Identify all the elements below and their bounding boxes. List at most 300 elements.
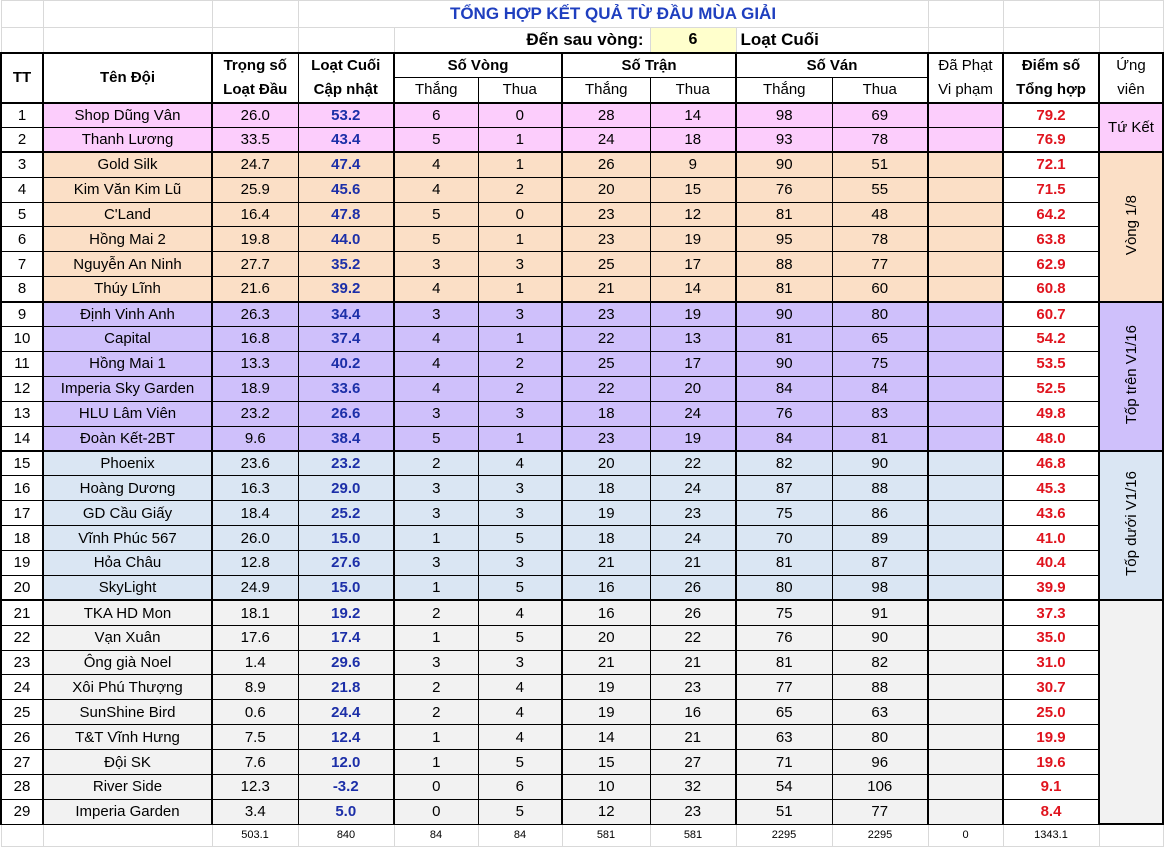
- cell-w1: 13.3: [212, 351, 298, 376]
- cell-w2: 12.4: [298, 725, 394, 750]
- round-label: Đến sau vòng:: [394, 28, 650, 53]
- cell-score: 39.9: [1003, 575, 1099, 600]
- cell-rw: 2: [394, 451, 478, 476]
- cell-rl: 2: [478, 177, 562, 202]
- total-empty: [1099, 824, 1163, 846]
- cell-pen: [928, 650, 1003, 675]
- cell-team: River Side: [43, 775, 212, 800]
- cell-tt: 9: [1, 302, 43, 327]
- cell-w1: 24.9: [212, 575, 298, 600]
- cell-tt: 21: [1, 600, 43, 625]
- cell-rw: 0: [394, 799, 478, 824]
- cell-gw: 84: [736, 376, 832, 401]
- cell-team: HLU Lâm Viên: [43, 401, 212, 426]
- cell-tt: 19: [1, 551, 43, 576]
- cell-mw: 21: [562, 277, 650, 302]
- cell-w1: 26.0: [212, 526, 298, 551]
- candidate-group-label: Vòng 1/8: [1122, 194, 1140, 255]
- cell-gw: 84: [736, 426, 832, 451]
- cell-pen: [928, 202, 1003, 227]
- cell-mw: 20: [562, 451, 650, 476]
- cell-w2: 34.4: [298, 302, 394, 327]
- cell-w1: 0.6: [212, 700, 298, 725]
- cell-ml: 24: [650, 526, 736, 551]
- cell-gl: 88: [832, 675, 928, 700]
- cell-score: 60.8: [1003, 277, 1099, 302]
- cell-mw: 20: [562, 177, 650, 202]
- cell-score: 52.5: [1003, 376, 1099, 401]
- cell-ml: 24: [650, 401, 736, 426]
- cell-w1: 24.7: [212, 152, 298, 177]
- cell-mw: 15: [562, 750, 650, 775]
- cell-score: 41.0: [1003, 526, 1099, 551]
- col-rounds-win: Thắng: [394, 78, 478, 103]
- cell-score: 31.0: [1003, 650, 1099, 675]
- cell-gl: 77: [832, 252, 928, 277]
- col-matches: Số Trận: [562, 53, 736, 78]
- cell-gw: 81: [736, 327, 832, 352]
- cell-ml: 13: [650, 327, 736, 352]
- cell-score: 62.9: [1003, 252, 1099, 277]
- cell-rw: 4: [394, 177, 478, 202]
- cell-rw: 3: [394, 476, 478, 501]
- cell-gl: 51: [832, 152, 928, 177]
- table-row: [1, 799, 1163, 824]
- cell-team: C'Land: [43, 202, 212, 227]
- cell-score: 35.0: [1003, 625, 1099, 650]
- cell-w2: 19.2: [298, 600, 394, 625]
- table-row: [1, 451, 1163, 476]
- cell-w1: 26.3: [212, 302, 298, 327]
- cell-mw: 18: [562, 401, 650, 426]
- table-row: [1, 376, 1163, 401]
- cell-score: 64.2: [1003, 202, 1099, 227]
- cell-w1: 18.9: [212, 376, 298, 401]
- cell-rl: 0: [478, 202, 562, 227]
- cell-gl: 84: [832, 376, 928, 401]
- cell-rw: 6: [394, 103, 478, 128]
- cell-ml: 21: [650, 650, 736, 675]
- cell-gw: 70: [736, 526, 832, 551]
- cell-score: 48.0: [1003, 426, 1099, 451]
- cell-rl: 2: [478, 376, 562, 401]
- cell-gw: 90: [736, 302, 832, 327]
- cell-w2: 35.2: [298, 252, 394, 277]
- cell-team: Hồng Mai 1: [43, 351, 212, 376]
- cell-tt: 6: [1, 227, 43, 252]
- cell-ml: 19: [650, 426, 736, 451]
- cell-gw: 81: [736, 277, 832, 302]
- cell-rw: 2: [394, 700, 478, 725]
- col-w1-bottom: Loạt Đầu: [212, 78, 298, 103]
- cell-gl: 98: [832, 575, 928, 600]
- cell-gl: 90: [832, 625, 928, 650]
- cell-pen: [928, 451, 1003, 476]
- cell-rl: 1: [478, 227, 562, 252]
- cell-team: Shop Dũng Vân: [43, 103, 212, 128]
- cell-tt: 2: [1, 127, 43, 152]
- cell-tt: 13: [1, 401, 43, 426]
- cell-w2: 33.6: [298, 376, 394, 401]
- cell-w2: 44.0: [298, 227, 394, 252]
- cell-gw: 90: [736, 152, 832, 177]
- cell-w2: 40.2: [298, 351, 394, 376]
- cell-w1: 23.2: [212, 401, 298, 426]
- cell-mw: 21: [562, 551, 650, 576]
- cell-gl: 63: [832, 700, 928, 725]
- candidate-group-label: Tứ Kết: [1108, 118, 1154, 136]
- cell-score: 71.5: [1003, 177, 1099, 202]
- totals-row: [1, 824, 1163, 846]
- cell-rw: 1: [394, 725, 478, 750]
- cell-score: 9.1: [1003, 775, 1099, 800]
- total-rw: 84: [394, 824, 478, 846]
- col-w2-top: Loạt Cuối: [298, 53, 394, 78]
- cell-rw: 5: [394, 426, 478, 451]
- table-row: [1, 351, 1163, 376]
- col-score-top: Điểm số: [1003, 53, 1099, 78]
- cell-ml: 14: [650, 103, 736, 128]
- cell-pen: [928, 476, 1003, 501]
- cell-w2: 29.0: [298, 476, 394, 501]
- cell-mw: 22: [562, 376, 650, 401]
- cell-team: Thanh Lương: [43, 127, 212, 152]
- cell-score: 25.0: [1003, 700, 1099, 725]
- cell-pen: [928, 625, 1003, 650]
- cell-rw: 3: [394, 302, 478, 327]
- cell-team: Thúy Lĩnh: [43, 277, 212, 302]
- cell-ml: 19: [650, 302, 736, 327]
- cell-w2: 12.0: [298, 750, 394, 775]
- col-matches-win: Thắng: [562, 78, 650, 103]
- cell-rw: 4: [394, 376, 478, 401]
- cell-tt: 24: [1, 675, 43, 700]
- col-games: Số Ván: [736, 53, 928, 78]
- cell-gl: 83: [832, 401, 928, 426]
- cell-gl: 106: [832, 775, 928, 800]
- table-row: [1, 426, 1163, 451]
- cell-w2: 43.4: [298, 127, 394, 152]
- table-row: [1, 600, 1163, 625]
- cell-gw: 65: [736, 700, 832, 725]
- cell-mw: 18: [562, 476, 650, 501]
- cell-w1: 16.3: [212, 476, 298, 501]
- cell-pen: [928, 227, 1003, 252]
- cell-score: 46.8: [1003, 451, 1099, 476]
- col-score-bottom: Tổng hợp: [1003, 78, 1099, 103]
- cell-team: SunShine Bird: [43, 700, 212, 725]
- cell-gw: 75: [736, 501, 832, 526]
- cell-pen: [928, 127, 1003, 152]
- round-input[interactable]: 6: [650, 28, 736, 53]
- cell-rw: 4: [394, 277, 478, 302]
- cell-gw: 81: [736, 551, 832, 576]
- cell-score: 19.6: [1003, 750, 1099, 775]
- cell-w2: 53.2: [298, 103, 394, 128]
- cell-rl: 4: [478, 725, 562, 750]
- cell-pen: [928, 600, 1003, 625]
- table-row: [1, 476, 1163, 501]
- cell-rw: 5: [394, 227, 478, 252]
- cell-pen: [928, 526, 1003, 551]
- cell-rw: 0: [394, 775, 478, 800]
- cell-tt: 3: [1, 152, 43, 177]
- cell-rw: 1: [394, 526, 478, 551]
- total-empty: [43, 824, 212, 846]
- table-row: [1, 302, 1163, 327]
- cell-gw: 71: [736, 750, 832, 775]
- cell-ml: 15: [650, 177, 736, 202]
- cell-rw: 5: [394, 202, 478, 227]
- table-row: [1, 725, 1163, 750]
- cell-tt: 22: [1, 625, 43, 650]
- cell-score: 53.5: [1003, 351, 1099, 376]
- table-row: [1, 675, 1163, 700]
- cell-rw: 3: [394, 650, 478, 675]
- cell-score: 37.3: [1003, 600, 1099, 625]
- total-ml: 581: [650, 824, 736, 846]
- cell-ml: 19: [650, 227, 736, 252]
- cell-score: 72.1: [1003, 152, 1099, 177]
- cell-ml: 21: [650, 551, 736, 576]
- cell-ml: 24: [650, 476, 736, 501]
- cell-score: 63.8: [1003, 227, 1099, 252]
- round-row: [1, 28, 1163, 53]
- cell-ml: 22: [650, 625, 736, 650]
- col-w2-bottom: Cập nhật: [298, 78, 394, 103]
- cell-mw: 24: [562, 127, 650, 152]
- cell-mw: 25: [562, 351, 650, 376]
- cell-tt: 4: [1, 177, 43, 202]
- candidate-group: [1099, 600, 1163, 824]
- cell-gl: 81: [832, 426, 928, 451]
- cell-pen: [928, 277, 1003, 302]
- cell-w1: 12.8: [212, 551, 298, 576]
- cell-score: 43.6: [1003, 501, 1099, 526]
- cell-team: Đoàn Kết-2BT: [43, 426, 212, 451]
- cell-score: 76.9: [1003, 127, 1099, 152]
- cell-team: Nguyễn An Ninh: [43, 252, 212, 277]
- cell-tt: 7: [1, 252, 43, 277]
- cell-w1: 26.0: [212, 103, 298, 128]
- col-team: Tên Đội: [43, 53, 212, 103]
- col-cand-top: Ứng: [1099, 53, 1163, 78]
- cell-team: T&T Vĩnh Hưng: [43, 725, 212, 750]
- cell-rl: 3: [478, 551, 562, 576]
- cell-tt: 11: [1, 351, 43, 376]
- cell-rl: 1: [478, 426, 562, 451]
- cell-w1: 7.6: [212, 750, 298, 775]
- cell-gw: 90: [736, 351, 832, 376]
- col-rounds: Số Vòng: [394, 53, 562, 78]
- cell-gw: 76: [736, 177, 832, 202]
- cell-w1: 23.6: [212, 451, 298, 476]
- cell-gl: 88: [832, 476, 928, 501]
- cell-rl: 5: [478, 575, 562, 600]
- cell-gl: 89: [832, 526, 928, 551]
- cell-rl: 3: [478, 252, 562, 277]
- cell-ml: 32: [650, 775, 736, 800]
- cell-pen: [928, 700, 1003, 725]
- cell-rw: 1: [394, 750, 478, 775]
- cell-gw: 54: [736, 775, 832, 800]
- cell-rl: 0: [478, 103, 562, 128]
- total-w2: 840: [298, 824, 394, 846]
- cell-ml: 26: [650, 600, 736, 625]
- cell-w2: 15.0: [298, 526, 394, 551]
- cell-rl: 3: [478, 650, 562, 675]
- cell-team: Ông già Noel: [43, 650, 212, 675]
- cell-w2: 29.6: [298, 650, 394, 675]
- cell-gw: 82: [736, 451, 832, 476]
- cell-gl: 48: [832, 202, 928, 227]
- cell-rl: 2: [478, 351, 562, 376]
- cell-w1: 33.5: [212, 127, 298, 152]
- cell-mw: 16: [562, 600, 650, 625]
- cell-team: Hồng Mai 2: [43, 227, 212, 252]
- cell-team: Hỏa Châu: [43, 551, 212, 576]
- cell-w1: 3.4: [212, 799, 298, 824]
- col-games-win: Thắng: [736, 78, 832, 103]
- cell-w2: 26.6: [298, 401, 394, 426]
- cell-tt: 23: [1, 650, 43, 675]
- col-w1-top: Trọng số: [212, 53, 298, 78]
- cell-gw: 77: [736, 675, 832, 700]
- cell-rw: 1: [394, 625, 478, 650]
- cell-team: Gold Silk: [43, 152, 212, 177]
- cell-gl: 91: [832, 600, 928, 625]
- title-row: [1, 1, 1163, 28]
- cell-tt: 29: [1, 799, 43, 824]
- cell-pen: [928, 575, 1003, 600]
- cell-ml: 12: [650, 202, 736, 227]
- cell-pen: [928, 103, 1003, 128]
- cell-pen: [928, 426, 1003, 451]
- cell-rl: 3: [478, 401, 562, 426]
- cell-w1: 1.4: [212, 650, 298, 675]
- cell-w2: -3.2: [298, 775, 394, 800]
- cell-tt: 8: [1, 277, 43, 302]
- cell-rl: 1: [478, 127, 562, 152]
- cell-ml: 20: [650, 376, 736, 401]
- cell-team: SkyLight: [43, 575, 212, 600]
- cell-ml: 23: [650, 501, 736, 526]
- cell-pen: [928, 750, 1003, 775]
- cell-rw: 2: [394, 675, 478, 700]
- cell-w1: 12.3: [212, 775, 298, 800]
- cell-gl: 55: [832, 177, 928, 202]
- cell-w2: 39.2: [298, 277, 394, 302]
- table-row: [1, 127, 1163, 152]
- cell-w1: 21.6: [212, 277, 298, 302]
- cell-score: 54.2: [1003, 327, 1099, 352]
- cell-mw: 16: [562, 575, 650, 600]
- cell-pen: [928, 551, 1003, 576]
- total-score: 1343.1: [1003, 824, 1099, 846]
- cell-tt: 18: [1, 526, 43, 551]
- cell-w1: 27.7: [212, 252, 298, 277]
- cell-rl: 4: [478, 451, 562, 476]
- col-tt: TT: [1, 53, 43, 103]
- cell-rl: 3: [478, 501, 562, 526]
- cell-pen: [928, 376, 1003, 401]
- cell-pen: [928, 327, 1003, 352]
- cell-pen: [928, 252, 1003, 277]
- cell-rl: 1: [478, 327, 562, 352]
- table-row: [1, 227, 1163, 252]
- table-row: [1, 650, 1163, 675]
- total-pen: 0: [928, 824, 1003, 846]
- cell-w1: 16.8: [212, 327, 298, 352]
- col-penalty-top: Đã Phạt: [928, 53, 1003, 78]
- cell-gw: 51: [736, 799, 832, 824]
- cell-team: Kim Văn Kim Lũ: [43, 177, 212, 202]
- cell-ml: 27: [650, 750, 736, 775]
- cell-gl: 60: [832, 277, 928, 302]
- col-rounds-loss: Thua: [478, 78, 562, 103]
- total-empty: [1, 824, 43, 846]
- cell-mw: 19: [562, 700, 650, 725]
- cell-gw: 76: [736, 401, 832, 426]
- table-row: [1, 575, 1163, 600]
- cell-ml: 18: [650, 127, 736, 152]
- cell-team: Imperia Sky Garden: [43, 376, 212, 401]
- cell-rw: 3: [394, 551, 478, 576]
- col-matches-loss: Thua: [650, 78, 736, 103]
- cell-mw: 23: [562, 302, 650, 327]
- cell-w2: 17.4: [298, 625, 394, 650]
- cell-mw: 14: [562, 725, 650, 750]
- cell-gl: 90: [832, 451, 928, 476]
- cell-rw: 5: [394, 127, 478, 152]
- cell-pen: [928, 177, 1003, 202]
- col-games-loss: Thua: [832, 78, 928, 103]
- cell-tt: 10: [1, 327, 43, 352]
- cell-pen: [928, 401, 1003, 426]
- cell-tt: 5: [1, 202, 43, 227]
- cell-mw: 19: [562, 675, 650, 700]
- cell-ml: 9: [650, 152, 736, 177]
- cell-w2: 37.4: [298, 327, 394, 352]
- cell-ml: 23: [650, 799, 736, 824]
- table-row: [1, 625, 1163, 650]
- cell-pen: [928, 501, 1003, 526]
- table-row: [1, 177, 1163, 202]
- cell-tt: 27: [1, 750, 43, 775]
- cell-gl: 77: [832, 799, 928, 824]
- cell-team: Định Vinh Anh: [43, 302, 212, 327]
- cell-mw: 28: [562, 103, 650, 128]
- cell-ml: 23: [650, 675, 736, 700]
- cell-w2: 24.4: [298, 700, 394, 725]
- cell-w2: 27.6: [298, 551, 394, 576]
- total-w1: 503.1: [212, 824, 298, 846]
- cell-team: Đội SK: [43, 750, 212, 775]
- cell-score: 60.7: [1003, 302, 1099, 327]
- table-row: [1, 501, 1163, 526]
- cell-team: Phoenix: [43, 451, 212, 476]
- cell-score: 30.7: [1003, 675, 1099, 700]
- total-gl: 2295: [832, 824, 928, 846]
- cell-w2: 38.4: [298, 426, 394, 451]
- cell-team: Imperia Garden: [43, 799, 212, 824]
- cell-tt: 1: [1, 103, 43, 128]
- cell-tt: 20: [1, 575, 43, 600]
- cell-team: Vạn Xuân: [43, 625, 212, 650]
- cell-mw: 21: [562, 650, 650, 675]
- cell-w2: 45.6: [298, 177, 394, 202]
- total-rl: 84: [478, 824, 562, 846]
